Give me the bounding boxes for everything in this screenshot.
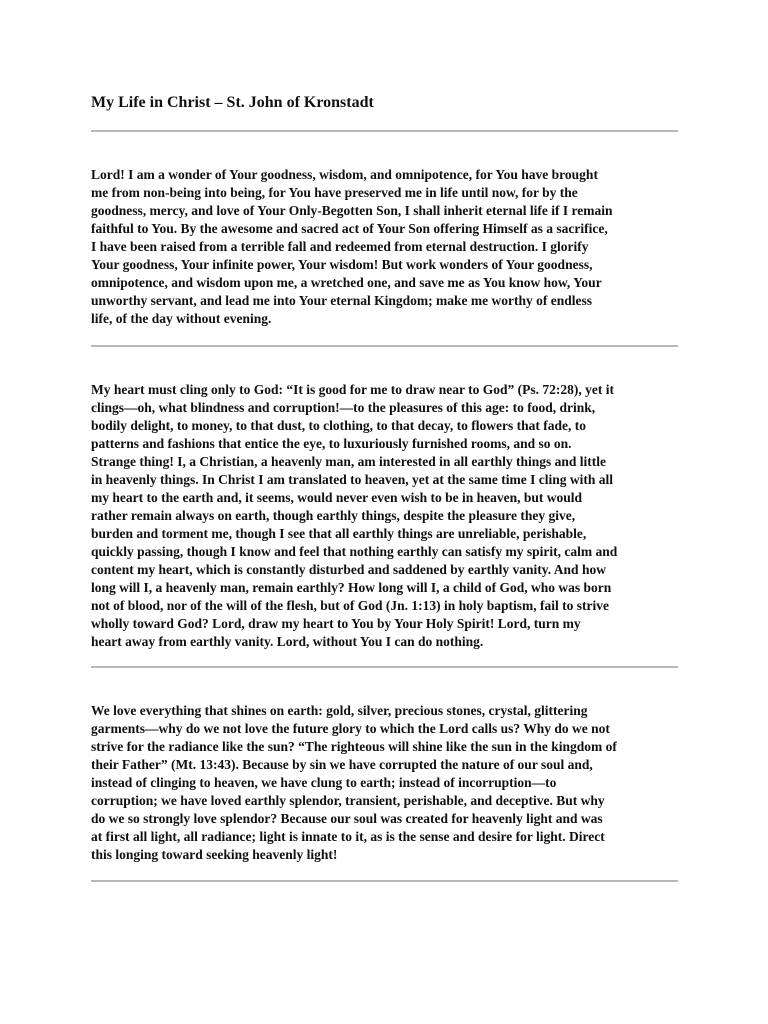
paragraph-line: bodily delight, to money, to that dust, to clothing, to that decay, to flowers that fade, to [91, 418, 586, 433]
paragraph-line: wholly toward God? Lord, draw my heart to You by Your Holy Spirit! Lord, turn my [91, 616, 581, 631]
paragraph-line: do we so strongly love splendor? Because our soul was created for heavenly light and was [91, 811, 603, 826]
paragraph-line: omnipotence, and wisdom upon me, a wretched one, and save me as You know how, Your [91, 275, 602, 290]
paragraph-line: burden and torment me, though I see that all earthly things are unreliable, perishable, [91, 526, 587, 541]
paragraph-line: corruption; we have loved earthly splendor, transient, perishable, and deceptive. But why [91, 793, 605, 808]
paragraph-divider [91, 880, 678, 882]
document-title: My Life in Christ – St. John of Kronstadt [91, 94, 374, 111]
paragraph-line: my heart to the earth and, it seems, would never even wish to be in heaven, but would [91, 490, 583, 505]
paragraph-line: Lord! I am a wonder of Your goodness, wisdom, and omnipotence, for You have brought [91, 167, 598, 182]
paragraph-line: My heart must cling only to God: “It is good for me to draw near to God” (Ps. 72:28), yet it [91, 382, 614, 397]
paragraph-line: in heavenly things. In Christ I am translated to heaven, yet at the same time I cling with all [91, 472, 613, 487]
paragraph-line: content my heart, which is constantly disturbed and saddened by earthly vanity. And how [91, 562, 606, 577]
paragraph-line: long will I, a heavenly man, remain earthly? How long will I, a child of God, who was born [91, 580, 612, 595]
paragraph-line: clings—oh, what blindness and corruption!—to the pleasures of this age: to food, drink, [91, 400, 596, 415]
paragraph-line: We love everything that shines on earth: gold, silver, precious stones, crystal, glittering [91, 703, 588, 718]
paragraph-line: quickly passing, though I know and feel that nothing earthly can satisfy my spirit, calm and [91, 544, 618, 559]
paragraph-line: heart away from earthly vanity. Lord, without You I can do nothing. [91, 634, 484, 649]
paragraph-line: Your goodness, Your infinite power, Your wisdom! But work wonders of Your goodness, [91, 257, 593, 272]
paragraph-line: not of blood, nor of the will of the flesh, but of God (Jn. 1:13) in holy baptism, fail to strive [91, 598, 610, 613]
paragraph-line: instead of clinging to heaven, we have clung to earth; instead of incorruption—to [91, 775, 557, 790]
paragraph-1 [91, 166, 678, 328]
paragraph-line: unworthy servant, and lead me into Your eternal Kingdom; make me worthy of endless [91, 293, 592, 308]
paragraph-line: their Father” (Mt. 13:43). Because by sin we have corrupted the nature of our soul and, [91, 757, 593, 772]
paragraph-line: patterns and fashions that entice the eye, to luxuriously furnished rooms, and so on. [91, 436, 572, 451]
paragraph-line: garments—why do we not love the future glory to which the Lord calls us? Why do we not [91, 721, 610, 736]
paragraph-line: me from non-being into being, for You have preserved me in life until now, for by the [91, 185, 578, 200]
paragraph-line: life, of the day without evening. [91, 311, 272, 326]
title-divider [91, 130, 678, 132]
paragraph-line: faithful to You. By the awesome and sacred act of Your Son offering Himself as a sacrifice, [91, 221, 608, 236]
paragraph-line: Strange thing! I, a Christian, a heavenly man, am interested in all earthly things and little [91, 454, 607, 469]
paragraph-line: at first all light, all radiance; light is innate to it, as is the sense and desire for light. Direct [91, 829, 605, 844]
paragraph-2 [91, 381, 678, 651]
paragraph-line: goodness, mercy, and love of Your Only-Begotten Son, I shall inherit eternal life if I remain [91, 203, 613, 218]
paragraph-3 [91, 702, 678, 864]
paragraph-line: rather remain always on earth, though earthly things, despite the pleasure they give, [91, 508, 576, 523]
paragraph-divider [91, 666, 678, 668]
paragraph-line: I have been raised from a terrible fall and redeemed from eternal destruction. I glorify [91, 239, 589, 254]
paragraph-divider [91, 345, 678, 347]
paragraph-line: this longing toward seeking heavenly light! [91, 847, 338, 862]
paragraph-line: strive for the radiance like the sun? “The righteous will shine like the sun in the kingdom of [91, 739, 617, 754]
